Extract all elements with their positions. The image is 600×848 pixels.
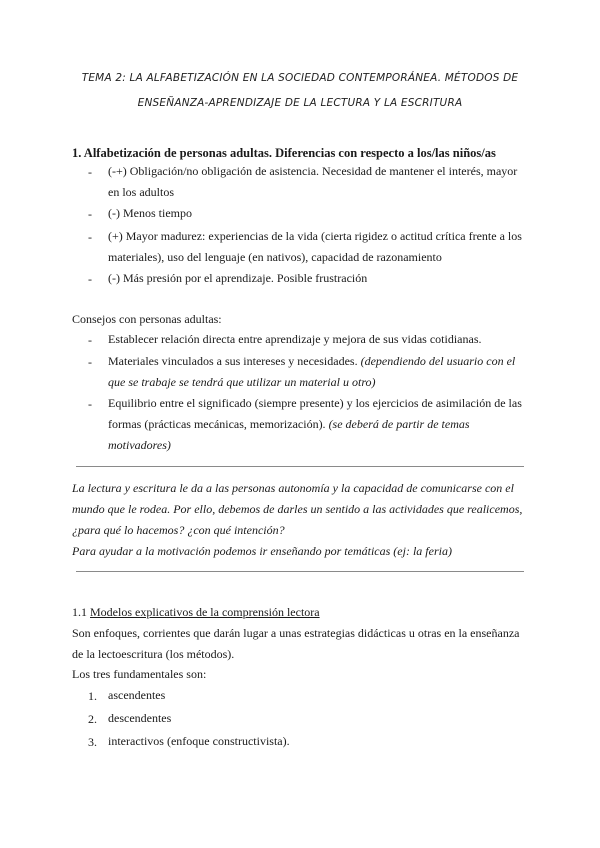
advice-bullet-3-line-1: Equilibrio entre el significado (siempre presente) y los ejercicios de asimilación de las — [108, 396, 522, 410]
advice-intro: Consejos con personas adultas: — [72, 312, 222, 326]
advice-bullet-3-note-2: motivadores) — [108, 438, 171, 452]
section-1-1-number: 1.1 — [72, 605, 87, 619]
section-1-1-heading — [72, 602, 320, 623]
bullet-4-line-1: (-) Más presión por el aprendizaje. Posible frustración — [108, 271, 368, 285]
divider-top — [76, 466, 524, 467]
list-item-3: interactivos (enfoque constructivista). — [108, 734, 290, 748]
list-item-1: ascendentes — [108, 688, 166, 702]
advice-bullet-3-text: formas (prácticas mecánicas, memorización). — [108, 417, 326, 431]
quote-line-1: La lectura y escritura le da a las personas autonomía y la capacidad de comunicarse con el — [72, 481, 514, 495]
advice-bullet-3-note-1: (se deberá de partir de temas — [328, 417, 470, 431]
quote-line-2: mundo que le rodea. Por ello, debemos de darles un sentido a las actividades que realicemos, — [72, 502, 523, 516]
advice-bullet-2-note-1: (dependiendo del usuario con el — [360, 354, 516, 368]
bullet-2-line-1: (-) Menos tiempo — [108, 206, 192, 220]
divider-bottom — [76, 571, 524, 572]
advice-bullet-3-line-2 — [108, 414, 470, 435]
section-1-heading: 1. Alfabetización de personas adultas. Diferencias con respecto a los/las niños/as — [72, 146, 496, 160]
section-1-1-title: Modelos explicativos de la comprensión lectora — [90, 605, 320, 619]
advice-bullet-2-line-1 — [108, 351, 515, 372]
bullet-1-line-2: en los adultos — [108, 185, 174, 199]
section-1-1-para-2: de la lectoescritura (los métodos). — [72, 647, 235, 661]
bullet-dash: - — [88, 230, 92, 244]
bullet-3-line-1: (+) Mayor madurez: experiencias de la vida (cierta rigidez o actitud crítica frente a los — [108, 229, 522, 243]
bullet-dash: - — [88, 333, 92, 347]
bullet-dash: - — [88, 355, 92, 369]
bullet-1-line-1: (-+) Obligación/no obligación de asistencia. Necesidad de mantener el interés, mayor — [108, 164, 518, 178]
list-item-2: descendentes — [108, 711, 172, 725]
section-1-1-para-3: Los tres fundamentales son: — [72, 667, 207, 681]
advice-bullet-2-text: Materiales vinculados a sus intereses y necesidades. — [108, 354, 358, 368]
quote-line-3: ¿para qué lo hacemos? ¿con qué intención? — [72, 523, 285, 537]
section-1-1-para-1: Son enfoques, corrientes que darán lugar a unas estrategias didácticas u otras en la enseñanza — [72, 626, 520, 640]
bullet-3-line-2: materiales), uso del lenguaje (en nativos), capacidad de razonamiento — [108, 250, 442, 264]
bullet-dash: - — [88, 272, 92, 286]
title-line-1: TEMA 2: LA ALFABETIZACIÓN EN LA SOCIEDAD CONTEMPORÁNEA. MÉTODOS DE — [81, 72, 519, 84]
advice-bullet-1: Establecer relación directa entre aprendizaje y mejora de sus vidas cotidianas. — [108, 332, 482, 346]
advice-bullet-2-note-2: que se trabaje se tendrá que utilizar un material u otro) — [108, 375, 376, 389]
bullet-dash: - — [88, 207, 92, 221]
list-number: 3. — [88, 735, 97, 749]
title-line-2: ENSEÑANZA-APRENDIZAJE DE LA LECTURA Y LA ESCRITURA — [137, 97, 463, 109]
list-number: 1. — [88, 689, 97, 703]
bullet-dash: - — [88, 165, 92, 179]
quote-line-4: Para ayudar a la motivación podemos ir enseñando por temáticas (ej: la feria) — [72, 544, 452, 558]
bullet-dash: - — [88, 397, 92, 411]
list-number: 2. — [88, 712, 97, 726]
